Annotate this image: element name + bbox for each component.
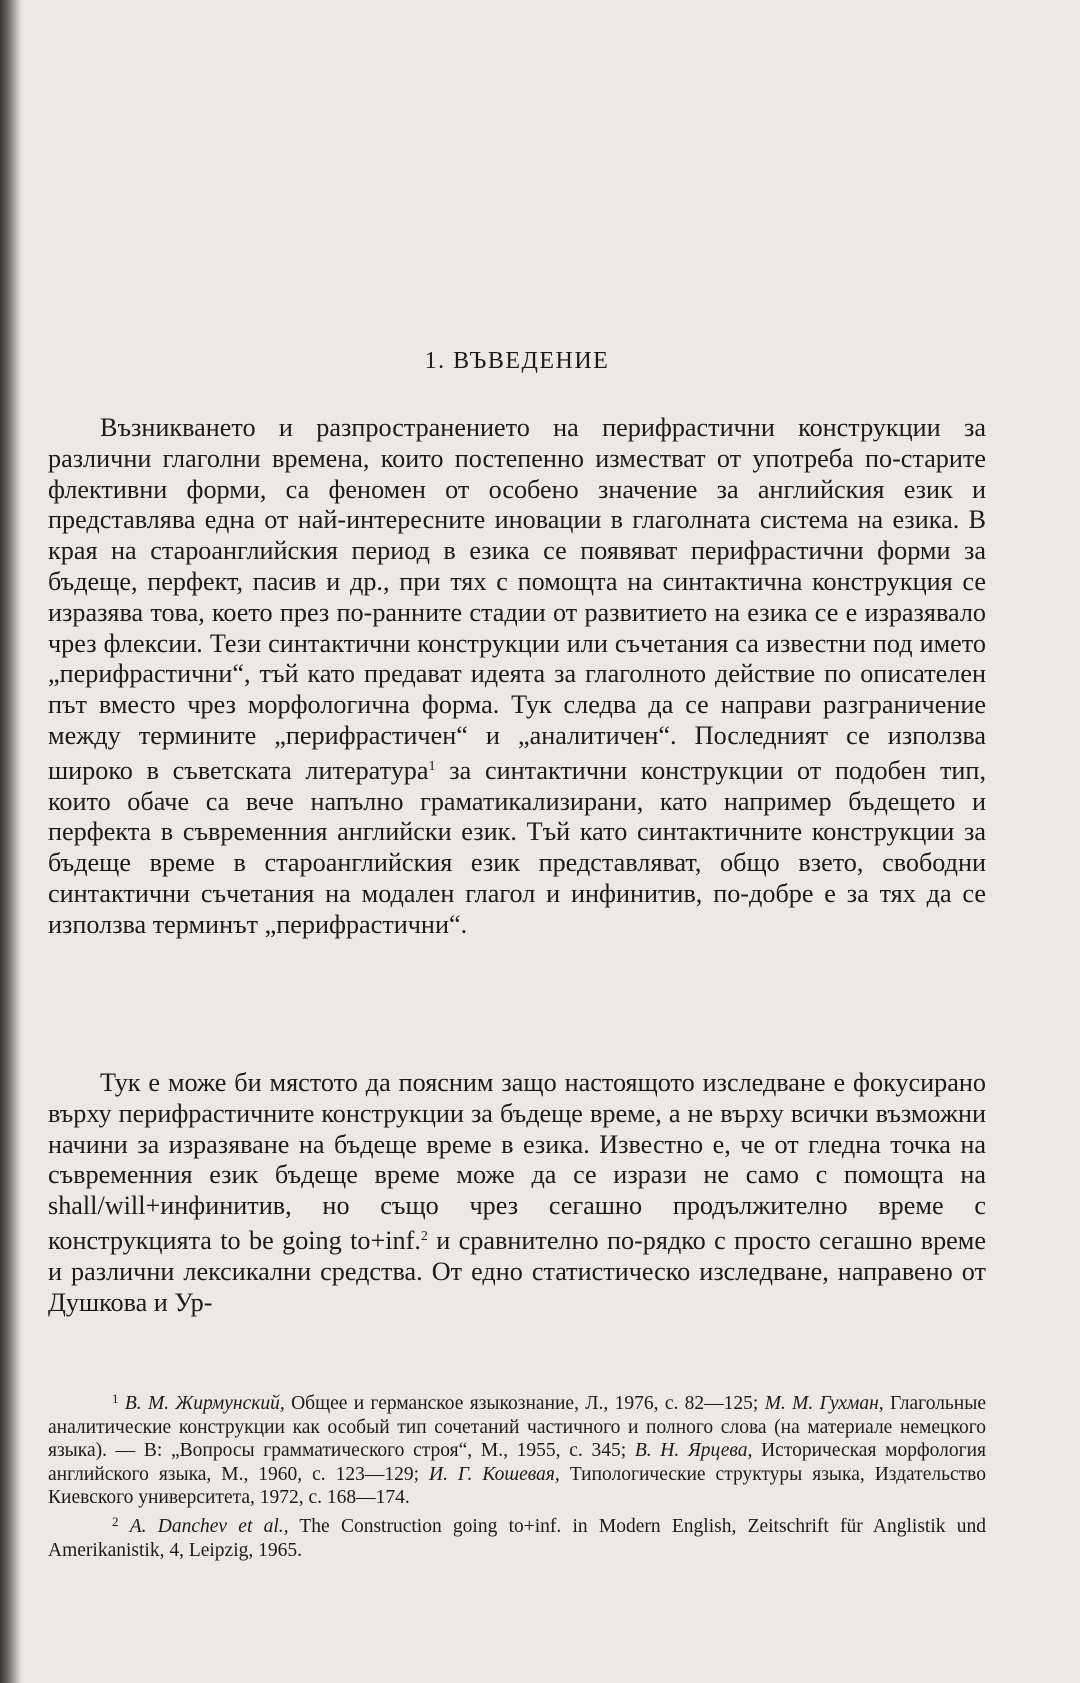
- footnote-1-mark: 1: [112, 1391, 119, 1406]
- footnote-1-author: В. М. Жирмунский,: [124, 1393, 285, 1414]
- footnote-ref-1[interactable]: 1: [428, 758, 436, 774]
- body-paragraph-2: [48, 1068, 986, 1318]
- footnote-1-author: В. Н. Ярцева,: [634, 1440, 753, 1462]
- footnote-1-author: М. М. Гухман,: [764, 1393, 884, 1414]
- paragraph-1-text-continued: за синтактични конструкции от подобен тип, които обаче са вече напълно граматикализирани, като например бъдещето и перфекта в съвременния английски език. Тъй като синтактичните конструкции за бъдеще време в староанглийския език представляват, общо взето, свободни синтактични съчетания на модален глагол и инфинитив, по-добре е за тях да се използва терминът „перифрастични“.: [48, 755, 986, 939]
- book-spine-shadow: [0, 0, 22, 1683]
- body-paragraph-1: [48, 413, 986, 941]
- footnote-1: [48, 1387, 986, 1510]
- footnote-1-text: Глагольные аналитические конструкции как особый тип сочетаний частичного и полного слова (на материале немецкого языка). — В: „Вопросы грамматического строя“, М., 1955, с. 345;: [48, 1393, 987, 1462]
- paragraph-2-text-continued: и сравнително по-рядко с просто сегашно време и различни лексикални средства. От едно статистическо изследване, направено от Душкова и Ур-: [48, 1225, 986, 1317]
- paragraph-2-text: Тук е може би мястото да поясним защо настоящото изследване е фокусирано върху перифрастичните конструкции за бъдеще време, а не върху всички възможни начини за изразяване на бъдеще време в езика. Известно е, че от гледна точка на съвременния език бъдеще време може да се изрази не само с помощта на shall/will+инфинитив, но също чрез сегашно продължително време с конструкцията to be going to+inf.: [48, 1068, 986, 1255]
- footnotes: [48, 1387, 986, 1562]
- footnote-1-text: Типологические структуры языка, Издательство Киевского университета, 1972, с. 168—174.: [48, 1463, 986, 1509]
- footnote-1-text: Историческая морфология английского языка, М., 1960, с. 123—129;: [48, 1440, 986, 1485]
- book-page: [48, 0, 986, 1683]
- footnote-1-author: И. Г. Кошевая,: [429, 1463, 560, 1485]
- paragraph-1-text: Възникването и разпространението на перифрастични конструкции за различни глаголни времена, които постепенно изместват от употреба по-старите флективни форми, са феномен от особено значение за английския език и представлява една от най-интересните иновации в глаголната система на езика. В края на староанглийския период в езика се появяват перифрастични форми за бъдеще, перфект, пасив и др., при тях с помощта на синтактична конструкция се изразява това, което през по-ранните стадии от развитието на езика се е изразявало чрез флексии. Тези синтактични конструкции или съчетания са известни под името „перифрастични“, тъй като предават идеята за глаголното действие по описателен път вместо чрез морфологична форма. Тук следва да се направи разграничение между термините „перифрастичен“ и „аналитичен“. Последният се използва широко в съветската литература: [48, 413, 986, 785]
- footnote-2-mark: 2: [112, 1513, 119, 1529]
- section-heading: 1. ВЪВЕДЕНИЕ: [424, 348, 610, 374]
- footnote-2-text: The Construction going to+inf. in Modern English, Zeitschrift für Anglistik und Amerikanistik, 4, Leipzig, 1965.: [48, 1515, 986, 1561]
- footnote-2: [48, 1510, 986, 1562]
- footnote-2-author: A. Danchev et al.,: [129, 1515, 289, 1537]
- footnote-1-text: Общее и германское языкознание, Л., 1976, с. 82—125;: [284, 1393, 765, 1414]
- footnote-ref-2[interactable]: 2: [420, 1228, 428, 1244]
